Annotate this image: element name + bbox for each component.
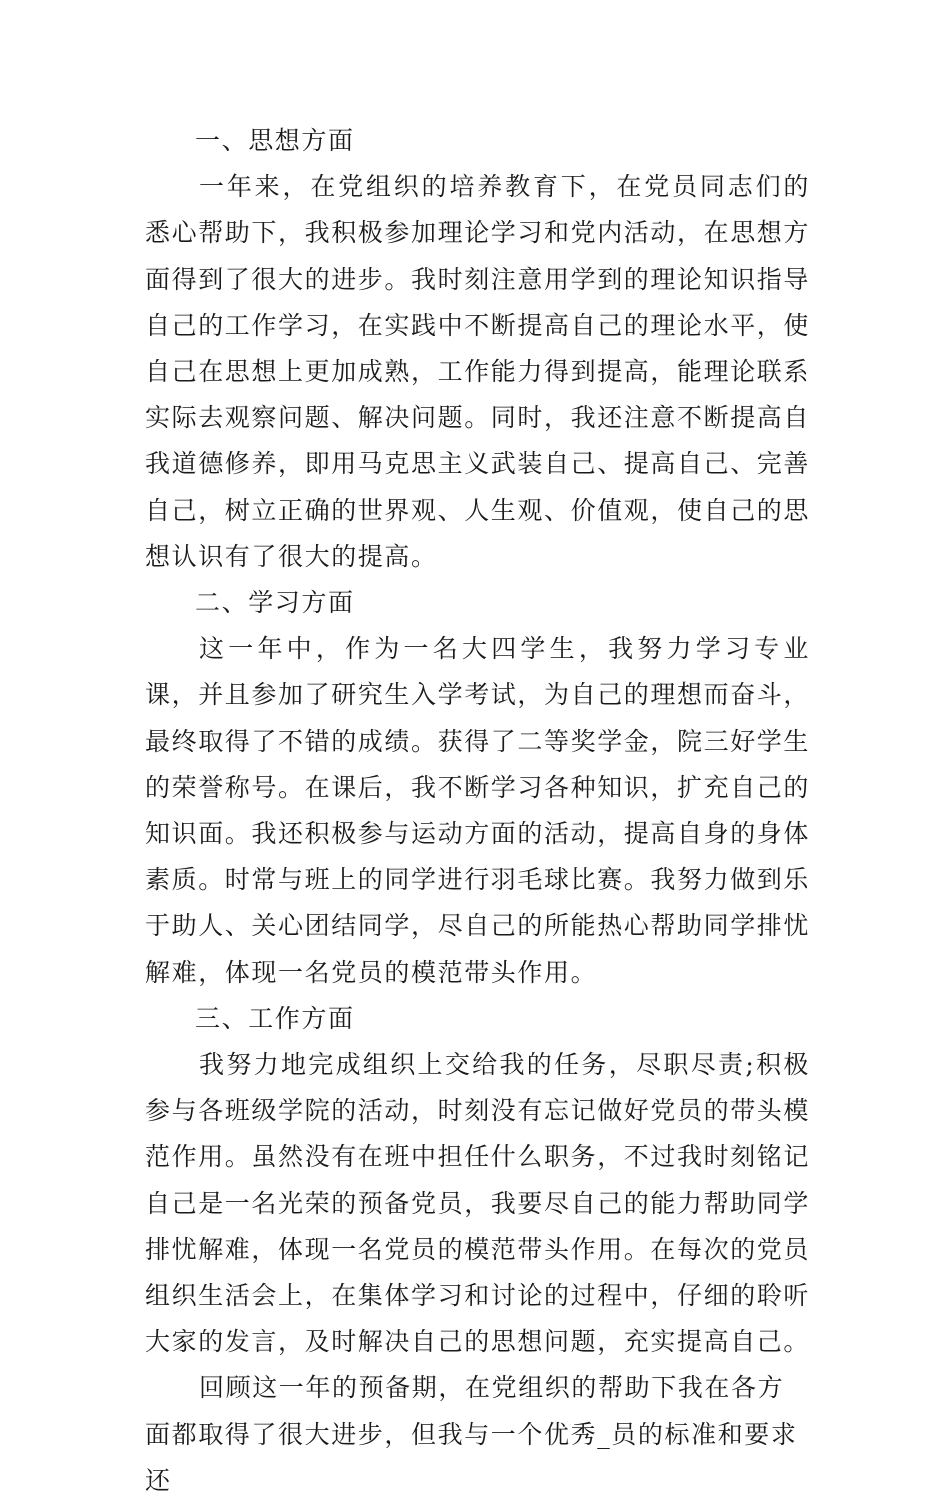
section-paragraph-thought: 一年来，在党组织的培养教育下，在党员同志们的悉心帮助下，我积极参加理论学习和党内活动，在思想方面得到了很大的进步。我时刻注意用学到的理论知识指导自己的工作学习，在实践中不断提高自己的理论水平，使自己在思想上更加成熟，工作能力得到提高，能理论联系实际去观察问题、解决问题。同时，我还注意不断提高自我道德修养，即用马克思主义武装自己、提高自己、完善自己，树立正确的世界观、人生观、价值观，使自己的思想认识有了很大的提高。 <box>145 172 811 571</box>
section-heading-work: 三、工作方面 <box>195 1003 355 1033</box>
section-paragraph-work: 我努力地完成组织上交给我的任务，尽职尽责;积极参与各班级学院的活动，时刻没有忘记做好党员的带头模范作用。虽然没有在班中担任什么职务，不过我时刻铭记自己是一名光荣的预备党员，我要尽自己的能力帮助同学排忧解难，体现一名党员的模范带头作用。在每次的党员组织生活会上，在集体学习和讨论的过程中，仔细的聆听大家的发言，及时解决自己的思想问题，充实提高自己。 <box>145 1050 811 1357</box>
section-heading-thought: 一、思想方面 <box>195 126 355 155</box>
document-body <box>145 118 810 1504</box>
closing-paragraph: 回顾这一年的预备期，在党组织的帮助下我在各方面都取得了很大进步，但我与一个优秀_员的标准和要求还 <box>145 1373 798 1495</box>
section-paragraph-study: 这一年中，作为一名大四学生，我努力学习专业课，并且参加了研究生入学考试，为自己的理想而奋斗，最终取得了不错的成绩。获得了二等奖学金，院三好学生的荣誉称号。在课后，我不断学习各种知识，扩充自己的知识面。我还积极参与运动方面的活动，提高自身的身体素质。时常与班上的同学进行羽毛球比赛。我努力做到乐于助人、关心团结同学，尽自己的所能热心帮助同学排忧解难，体现一名党员的模范带头作用。 <box>145 634 811 987</box>
section-heading-study: 二、学习方面 <box>195 588 355 618</box>
